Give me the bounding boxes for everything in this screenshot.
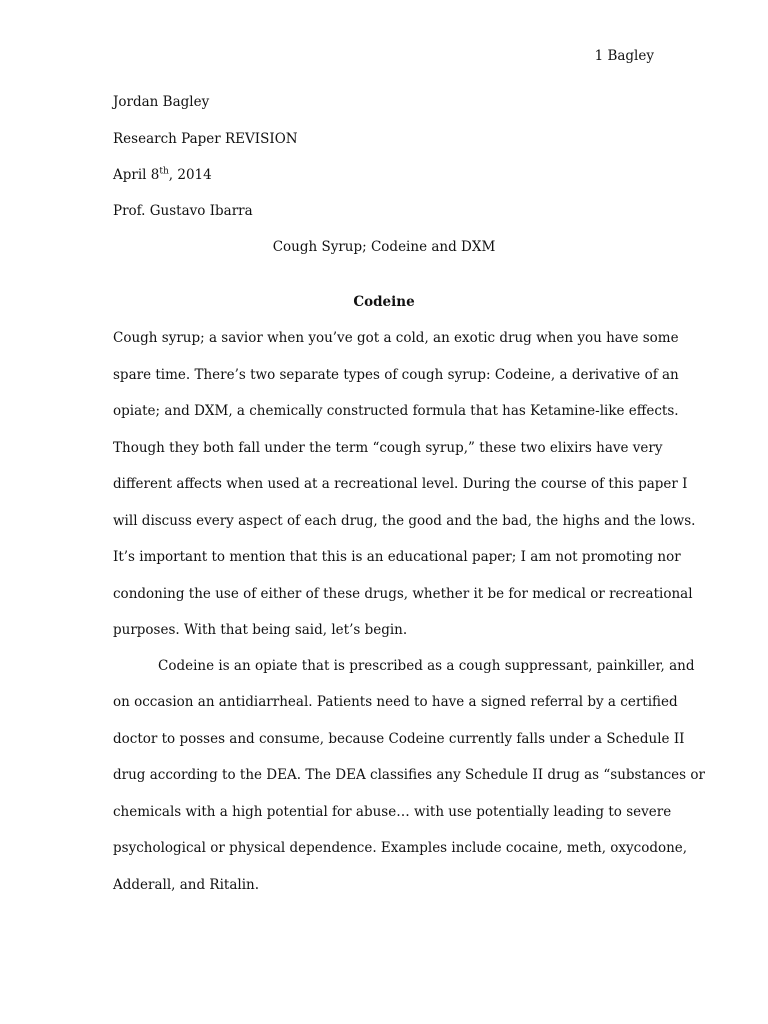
- paragraph-line: doctor to posses and consume, because Codeine currently falls under a Schedule II: [113, 731, 685, 747]
- section-heading: Codeine: [353, 294, 415, 310]
- paragraph-line: Cough syrup; a savior when you’ve got a cold, an exotic drug when you have some: [113, 330, 679, 346]
- paragraph-line: will discuss every aspect of each drug, the good and the bad, the highs and the lows.: [113, 513, 696, 529]
- paragraph-line: condoning the use of either of these drugs, whether it be for medical or recreational: [113, 586, 693, 602]
- page-header-label: 1 Bagley: [594, 48, 654, 64]
- paragraph-line: opiate; and DXM, a chemically constructed formula that has Ketamine-like effects.: [113, 403, 679, 419]
- paragraph-line: drug according to the DEA. The DEA classifies any Schedule II drug as “substances or: [113, 767, 705, 783]
- paragraph-line: Adderall, and Ritalin.: [113, 877, 259, 893]
- paragraph-line: different affects when used at a recreational level. During the course of this paper I: [113, 476, 688, 492]
- paragraph-line: purposes. With that being said, let’s begin.: [113, 622, 408, 638]
- paper-date: [113, 165, 212, 185]
- instructor-name: Prof. Gustavo Ibarra: [113, 203, 253, 219]
- paper-title: Cough Syrup; Codeine and DXM: [272, 239, 496, 255]
- paragraph-line: It’s important to mention that this is an educational paper; I am not promoting nor: [113, 549, 681, 565]
- paragraph-line: chemicals with a high potential for abuse… with use potentially leading to severe: [113, 804, 672, 820]
- date-year: , 2014: [168, 167, 212, 183]
- paragraph-line: Codeine is an opiate that is prescribed as a cough suppressant, painkiller, and: [158, 658, 695, 674]
- paragraph-line: on occasion an antidiarrheal. Patients need to have a signed referral by a certified: [113, 694, 678, 710]
- paragraph-line: Though they both fall under the term “cough syrup,” these two elixirs have very: [113, 440, 663, 456]
- paragraph-line: psychological or physical dependence. Examples include cocaine, meth, oxycodone,: [113, 840, 688, 856]
- author-name: Jordan Bagley: [113, 94, 210, 110]
- date-month-day: April 8: [113, 167, 160, 183]
- paragraph-line: spare time. There’s two separate types of cough syrup: Codeine, a derivative of an: [113, 367, 679, 383]
- assignment-title: Research Paper REVISION: [113, 131, 298, 147]
- date-ordinal-suffix: th: [159, 166, 169, 177]
